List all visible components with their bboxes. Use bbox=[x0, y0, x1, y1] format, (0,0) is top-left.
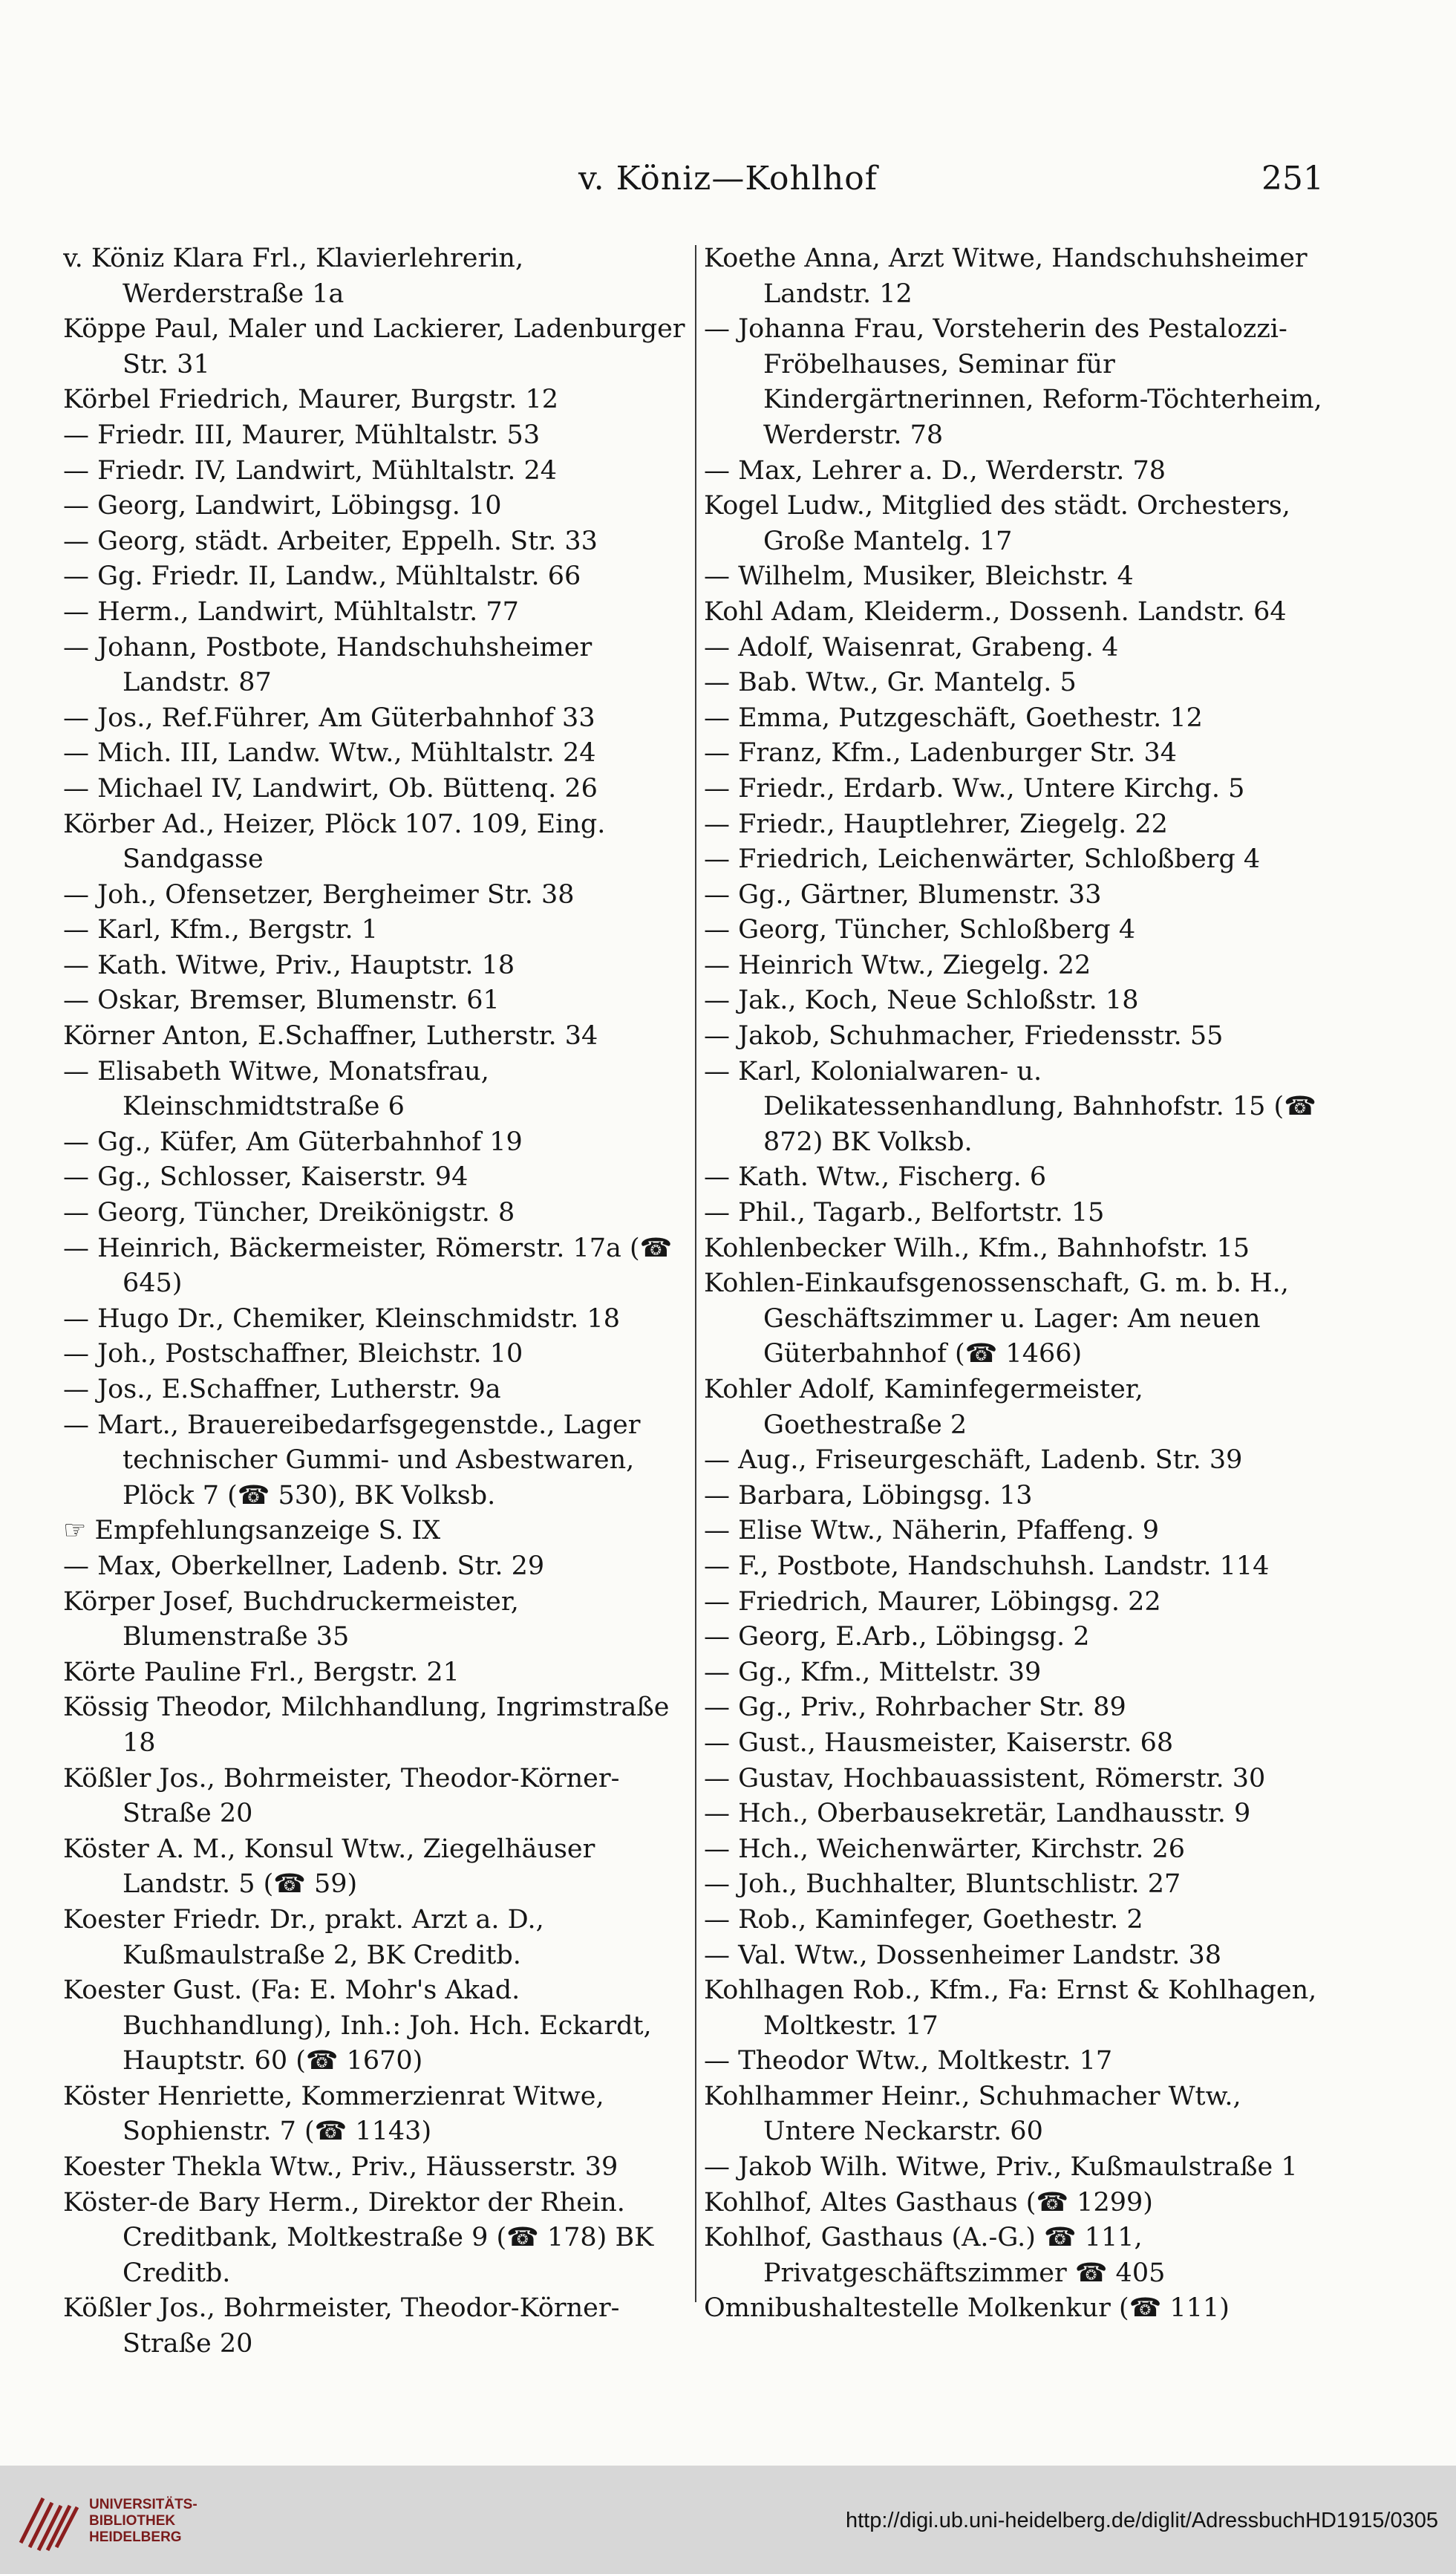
directory-entry: — Phil., Tagarb., Belfortstr. 15 bbox=[704, 1198, 1105, 1228]
directory-entry: — Heinrich, Bäckermeister, Römerstr. 17a (☎ 645) bbox=[63, 1233, 673, 1299]
directory-entry: — Oskar, Bremser, Blumenstr. 61 bbox=[63, 985, 500, 1016]
directory-entry: — Hugo Dr., Chemiker, Kleinschmidstr. 18 bbox=[63, 1303, 620, 1334]
directory-entry: Kössig Theodor, Milchhandlung, Ingrimstraße 18 bbox=[63, 1692, 670, 1758]
directory-entry: — Friedrich, Maurer, Löbingsg. 22 bbox=[704, 1586, 1161, 1617]
directory-entry: Omnibushaltestelle Molkenkur (☎ 111) bbox=[704, 2293, 1230, 2324]
directory-entry: — Georg, Tüncher, Schloßberg 4 bbox=[704, 915, 1136, 945]
directory-entry: — Mart., Brauereibedarfsgegenstde., Lager technischer Gummi- und Asbestwaren, Plöck 7 (☎ 530), BK Volksb. bbox=[63, 1410, 641, 1511]
directory-entry: — Friedr. IV, Landwirt, Mühltalstr. 24 bbox=[63, 455, 558, 486]
directory-entry: — Val. Wtw., Dossenheimer Landstr. 38 bbox=[704, 1940, 1221, 1970]
directory-entry: Körner Anton, E.Schaffner, Lutherstr. 34 bbox=[63, 1021, 598, 1052]
directory-entry: — Joh., Buchhalter, Bluntschlistr. 27 bbox=[704, 1869, 1181, 1900]
library-name-line: BIBLIOTHEK bbox=[89, 2513, 176, 2529]
directory-entry: — Georg, E.Arb., Löbingsg. 2 bbox=[704, 1622, 1090, 1652]
directory-entry: — Kath. Witwe, Priv., Hauptstr. 18 bbox=[63, 950, 515, 980]
directory-entry: Kohl Adam, Kleiderm., Dossenh. Landstr. 64 bbox=[704, 596, 1287, 627]
directory-entry: — Friedr. III, Maurer, Mühltalstr. 53 bbox=[63, 420, 541, 450]
directory-entry: — Wilhelm, Musiker, Bleichstr. 4 bbox=[704, 561, 1134, 592]
directory-entry: — Johann, Postbote, Handschuhsheimer Landstr. 87 bbox=[63, 632, 592, 698]
directory-entry: Kohlen-Einkaufsgenossenschaft, G. m. b. H., Geschäftszimmer u. Lager: Am neuen Güterbahnhof (☎ 1466) bbox=[704, 1268, 1289, 1369]
directory-entry: Koethe Anna, Arzt Witwe, Handschuhsheimer Landstr. 12 bbox=[704, 244, 1308, 309]
page-number: 251 bbox=[1261, 160, 1324, 198]
directory-entry: — Adolf, Waisenrat, Grabeng. 4 bbox=[704, 632, 1119, 662]
directory-entry: — Joh., Postschaffner, Bleichstr. 10 bbox=[63, 1339, 523, 1369]
directory-entry: — Jakob, Schuhmacher, Friedensstr. 55 bbox=[704, 1021, 1224, 1052]
directory-entry: Koester Friedr. Dr., prakt. Arzt a. D., Kußmaulstraße 2, BK Creditb. bbox=[63, 1904, 544, 1970]
column-divider bbox=[695, 245, 696, 2302]
directory-entry: Körper Josef, Buchdruckermeister, Blumenstraße 35 bbox=[63, 1586, 519, 1652]
directory-entry: — Hch., Weichenwärter, Kirchstr. 26 bbox=[704, 1834, 1185, 1864]
directory-entry: — Kath. Wtw., Fischerg. 6 bbox=[704, 1162, 1047, 1193]
directory-entry: Körte Pauline Frl., Bergstr. 21 bbox=[63, 1657, 460, 1687]
directory-entry: — Max, Lehrer a. D., Werderstr. 78 bbox=[704, 455, 1166, 486]
directory-entry: — Elisabeth Witwe, Monatsfrau, Kleinschmidtstraße 6 bbox=[63, 1056, 489, 1122]
directory-entry: — Friedrich, Leichenwärter, Schloßberg 4 bbox=[704, 844, 1261, 875]
directory-entry: Kohlhof, Altes Gasthaus (☎ 1299) bbox=[704, 2187, 1153, 2218]
directory-entry: — Jakob Wilh. Witwe, Priv., Kußmaulstraße 1 bbox=[704, 2152, 1298, 2183]
directory-entry: — Michael IV, Landwirt, Ob. Büttenq. 26 bbox=[63, 773, 598, 804]
directory-entry: — Theodor Wtw., Moltkestr. 17 bbox=[704, 2046, 1113, 2076]
directory-entry: — Herm., Landwirt, Mühltalstr. 77 bbox=[63, 596, 519, 627]
directory-entry: — Jak., Koch, Neue Schloßstr. 18 bbox=[704, 985, 1139, 1016]
library-name bbox=[89, 2497, 197, 2546]
directory-entry: — Gust., Hausmeister, Kaiserstr. 68 bbox=[704, 1727, 1174, 1758]
directory-entry: Koester Gust. (Fa: E. Mohr's Akad. Buchhandlung), Inh.: Joh. Hch. Eckardt, Hauptstr. 60 (☎ 1670) bbox=[63, 1975, 652, 2076]
right-column bbox=[704, 241, 1328, 2327]
directory-entry: ☞ Empfehlungsanzeige S. IX bbox=[63, 1516, 441, 1546]
directory-entry: Kohlhagen Rob., Kfm., Fa: Ernst & Kohlhagen, Moltkestr. 17 bbox=[704, 1975, 1317, 2041]
directory-entry: — Jos., Ref.Führer, Am Güterbahnhof 33 bbox=[63, 703, 595, 733]
running-head bbox=[0, 160, 1456, 204]
directory-entry: Kohlhammer Heinr., Schuhmacher Wtw., Untere Neckarstr. 60 bbox=[704, 2081, 1241, 2147]
directory-entry: Köppe Paul, Maler und Lackierer, Ladenburger Str. 31 bbox=[63, 314, 685, 379]
directory-entry: — Karl, Kolonialwaren- u. Delikatessenhandlung, Bahnhofstr. 15 (☎ 872) BK Volksb. bbox=[704, 1056, 1316, 1157]
directory-entry: — Rob., Kaminfeger, Goethestr. 2 bbox=[704, 1904, 1143, 1935]
directory-entry: Köster Henriette, Kommerzienrat Witwe, Sophienstr. 7 (☎ 1143) bbox=[63, 2081, 604, 2147]
directory-entry: Kohlhof, Gasthaus (A.-G.) ☎ 111, Privatgeschäftszimmer ☎ 405 bbox=[704, 2223, 1166, 2288]
directory-entry: — Elise Wtw., Näherin, Pfaffeng. 9 bbox=[704, 1516, 1159, 1546]
directory-entry: — F., Postbote, Handschuhsh. Landstr. 114 bbox=[704, 1551, 1270, 1581]
directory-entry: Körber Ad., Heizer, Plöck 107. 109, Eing. Sandgasse bbox=[63, 809, 606, 875]
directory-entry: — Joh., Ofensetzer, Bergheimer Str. 38 bbox=[63, 879, 575, 910]
directory-entry: Kößler Jos., Bohrmeister, Theodor-Körner-Straße 20 bbox=[63, 2293, 620, 2359]
directory-entry: — Gg., Gärtner, Blumenstr. 33 bbox=[704, 879, 1102, 910]
directory-entry: — Barbara, Löbingsg. 13 bbox=[704, 1480, 1033, 1511]
directory-entry: — Gg., Priv., Rohrbacher Str. 89 bbox=[704, 1692, 1126, 1723]
directory-entry: Körbel Friedrich, Maurer, Burgstr. 12 bbox=[63, 385, 559, 415]
directory-entry: — Gg., Schlosser, Kaiserstr. 94 bbox=[63, 1162, 469, 1193]
directory-entry: — Georg, Tüncher, Dreikönigstr. 8 bbox=[63, 1198, 515, 1228]
library-name-line: UNIVERSITÄTS- bbox=[89, 2497, 197, 2512]
directory-entry: v. Köniz Klara Frl., Klavierlehrerin, Werderstraße 1a bbox=[63, 244, 524, 309]
directory-entry: — Aug., Friseurgeschäft, Ladenb. Str. 39 bbox=[704, 1445, 1243, 1476]
page-title: v. Köniz—Kohlhof bbox=[578, 160, 878, 198]
directory-entry: — Friedr., Erdarb. Ww., Untere Kirchg. 5 bbox=[704, 773, 1245, 804]
directory-entry: — Hch., Oberbausekretär, Landhausstr. 9 bbox=[704, 1799, 1251, 1829]
footer-bar bbox=[0, 2466, 1456, 2574]
directory-entry: Koester Thekla Wtw., Priv., Häusserstr. 39 bbox=[63, 2152, 618, 2183]
directory-entry: — Jos., E.Schaffner, Lutherstr. 9a bbox=[63, 1375, 501, 1404]
directory-entry: — Gustav, Hochbauassistent, Römerstr. 30 bbox=[704, 1763, 1266, 1793]
directory-entry: — Emma, Putzgeschäft, Goethestr. 12 bbox=[704, 703, 1203, 733]
university-library-logo-icon bbox=[13, 2483, 85, 2555]
directory-entry: Kößler Jos., Bohrmeister, Theodor-Körner-Straße 20 bbox=[63, 1763, 620, 1829]
library-name-line: HEIDELBERG bbox=[89, 2529, 182, 2545]
left-column bbox=[63, 241, 687, 2362]
directory-entry: — Johanna Frau, Vorsteherin des Pestalozzi-Fröbelhauses, Seminar für Kindergärtnerinnen, Reform-Töchterheim, Werderstr. 78 bbox=[704, 314, 1322, 450]
directory-entry: — Heinrich Wtw., Ziegelg. 22 bbox=[704, 950, 1091, 980]
directory-entry: Kohler Adolf, Kaminfegermeister, Goethestraße 2 bbox=[704, 1375, 1143, 1440]
directory-entry: — Georg, städt. Arbeiter, Eppelh. Str. 33 bbox=[63, 526, 598, 556]
directory-entry: — Bab. Wtw., Gr. Mantelg. 5 bbox=[704, 668, 1077, 698]
directory-entry: — Friedr., Hauptlehrer, Ziegelg. 22 bbox=[704, 809, 1168, 839]
directory-entry: Kogel Ludw., Mitglied des städt. Orchesters, Große Mantelg. 17 bbox=[704, 491, 1290, 556]
directory-entry: — Gg., Küfer, Am Güterbahnhof 19 bbox=[63, 1127, 523, 1157]
directory-entry: — Gg., Kfm., Mittelstr. 39 bbox=[704, 1657, 1042, 1687]
directory-entry: — Franz, Kfm., Ladenburger Str. 34 bbox=[704, 738, 1178, 769]
directory-entry: — Max, Oberkellner, Ladenb. Str. 29 bbox=[63, 1551, 545, 1581]
directory-entry: — Karl, Kfm., Bergstr. 1 bbox=[63, 915, 378, 945]
source-url-link[interactable]: http://digi.ub.uni-heidelberg.de/diglit/AdressbuchHD1915/0305 bbox=[845, 2509, 1438, 2532]
directory-entry: Kohlenbecker Wilh., Kfm., Bahnhofstr. 15 bbox=[704, 1233, 1250, 1263]
directory-entry: Köster A. M., Konsul Wtw., Ziegelhäuser Landstr. 5 (☎ 59) bbox=[63, 1834, 595, 1900]
directory-entry: — Mich. III, Landw. Wtw., Mühltalstr. 24 bbox=[63, 738, 596, 769]
directory-entry: — Gg. Friedr. II, Landw., Mühltalstr. 66 bbox=[63, 561, 581, 592]
directory-entry: — Georg, Landwirt, Löbingsg. 10 bbox=[63, 491, 502, 521]
directory-entry: Köster-de Bary Herm., Direktor der Rhein. Creditbank, Moltkestraße 9 (☎ 178) BK Creditb. bbox=[63, 2187, 654, 2288]
